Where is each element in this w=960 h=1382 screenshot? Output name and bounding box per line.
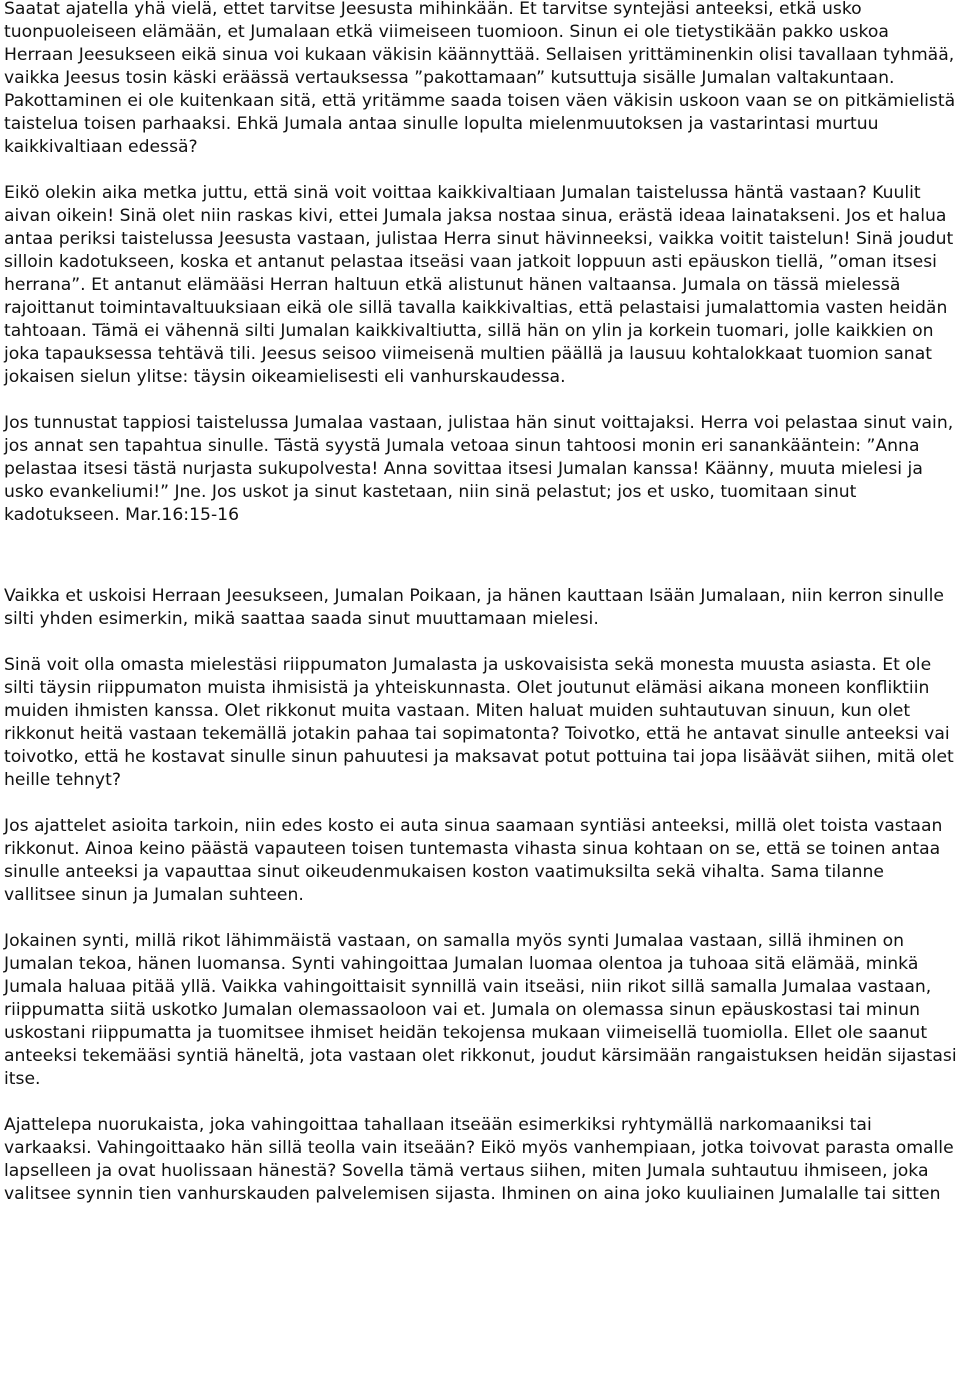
paragraph-1: Saatat ajatella yhä vielä, ettet tarvitse Jeesusta mihinkään. Et tarvitse syntejäsi anteeksi, etkä usko tuonpuoleiseen elämään, et Jumalaan etkä viimeiseen tuomioon. Sinun ei ole tietystikään pakko uskoa Herraan Jeesukseen eikä sinua voi kukaan väkisin käännyttää. Sellaisen yrittäminenkin olisi tavallaan tyhmää, vaikka Jeesus tosin käski eräässä vertauksessa ”pakottamaan” kutsuttuja sisälle Jumalan valtakuntaan. Pakottaminen ei ole kuitenkaan sitä, että yritämme saada toisen väen väkisin uskoon vaan se on pitkämielistä taistelua toisen parhaaksi. Ehkä Jumala antaa sinulle lopulta mielenmuutoksen ja vastarintasi murtuu kaikkivaltiaan edessä? xyxy=(4,0,956,157)
section-spacer xyxy=(0,527,960,585)
paragraph-2: Eikö olekin aika metka juttu, että sinä voit voittaa kaikkivaltiaan Jumalan taistelussa häntä vastaan? Kuulit aivan oikein! Sinä olet niin raskas kivi, ettei Jumala jaksa nostaa sinua, erästä ideaa lainatakseni. Jos et halua antaa periksi taistelussa Jeesusta vastaan, julistaa Herra sinut hävinneeksi, vaikka voitit taistelun! Sinä joudut silloin kadotukseen, koska et antanut pelastaa itseäsi vaan jatkoit loppuun asti epäuskon tiellä, ”oman itsesi herrana”. Et antanut elämääsi Herran haltuun etkä alistunut hänen valtaansa. Jumala on tässä mielessä rajoittanut toimintavaltuuksiaan eikä ole sillä tavalla kaikkivaltias, että pelastaisi jumalattomia vasten heidän tahtoaan. Tämä ei vähennä silti Jumalan kaikkivaltiutta, sillä hän on ylin ja korkein tuomari, jolle kaikkien on joka tapauksessa tehtävä tili. Jeesus seisoo viimeisenä multien päällä ja lausuu kohtalokkaat tuomion sanat jokaisen sielun ylitse: täysin oikeamielisesti eli vanhurskaudessa. xyxy=(4,183,954,387)
paragraph-5: Sinä voit olla omasta mielestäsi riippumaton Jumalasta ja uskovaisista sekä monesta muusta asiasta. Et ole silti täysin riippumaton muista ihmisistä ja yhteiskunnasta. Olet joutunut elämäsi aikana moneen konfliktiin muiden ihmisten kanssa. Olet rikkonut muita vastaan. Miten haluat muiden suhtautuvan sinuun, kun olet rikkonut heitä vastaan tekemällä jotakin pahaa tai sopimatonta? Toivotko, että he antavat sinulle anteeksi vai toivotko, että he kostavat sinulle sinun pahuutesi ja maksavat potut pottuina tai jopa lisäävät siihen, mitä olet heille tehnyt? xyxy=(4,655,954,790)
paragraph-7: Jokainen synti, millä rikot lähimmäistä vastaan, on samalla myös synti Jumalaa vastaan, sillä ihminen on Jumalan tekoa, hänen luomansa. Synti vahingoittaa Jumalan luomaa olentoa ja tuhoaa sitä elämää, minkä Jumala haluaa pitää yllä. Vaikka vahingoittaisit synnillä vain itseäsi, niin rikot sillä samalla Jumalaa vastaan, riippumatta siitä uskotko Jumalan olemassaoloon vai et. Jumala on olemassa sinun epäuskostasi tai minun uskostani riippumatta ja tuomitsee ihmiset heidän tekojensa mukaan viimeisellä tuomiolla. Ellet ole saanut anteeksi tekemääsi syntiä häneltä, jota vastaan olet rikkonut, joudut kärsimään rangaistuksen heidän sijastasi itse. xyxy=(4,931,957,1089)
paragraph-spacer xyxy=(0,792,960,815)
paragraph-spacer xyxy=(0,907,960,930)
paragraph-3: Jos tunnustat tappiosi taistelussa Jumalaa vastaan, julistaa hän sinut voittajaksi. Herra voi pelastaa sinut vain, jos annat sen tapahtua sinulle. Tästä syystä Jumala vetoaa sinun tahtoosi monin eri sanankääntein: ”Anna pelastaa itsesi tästä nurjasta sukupolvesta! Anna sovittaa itsesi Jumalan kanssa! Käänny, muuta mielesi ja usko evankeliumi!” Jne. Jos uskot ja sinut kastetaan, niin sinä pelastut; jos et usko, tuomitaan sinut kadotukseen. Mar.16:15-16 xyxy=(4,413,954,525)
paragraph-4: Vaikka et uskoisi Herraan Jeesukseen, Jumalan Poikaan, ja hänen kauttaan Isään Jumalaan, niin kerron sinulle silti yhden esimerkin, mikä saattaa saada sinut muuttamaan mielesi. xyxy=(4,586,944,629)
paragraph-spacer xyxy=(0,631,960,654)
paragraph-spacer xyxy=(0,389,960,412)
paragraph-spacer xyxy=(0,1091,960,1114)
paragraph-8: Ajattelepa nuorukaista, joka vahingoittaa tahallaan itseään esimerkiksi ryhtymällä narkomaaniksi tai varkaaksi. Vahingoittaako hän sillä teolla vain itseään? Eikö myös vanhempiaan, jotka toivovat parasta omalle lapselleen ja ovat huolissaan hänestä? Sovella tämä vertaus siihen, miten Jumala suhtautuu ihmiseen, joka valitsee synnin tien vanhurskauden palvelemisen sijasta. Ihminen on aina joko kuuliainen Jumalalle tai sitten xyxy=(4,1115,954,1204)
paragraph-6: Jos ajattelet asioita tarkoin, niin edes kosto ei auta sinua saamaan syntiäsi anteeksi, millä olet toista vastaan rikkonut. Ainoa keino päästä vapauteen toisen tuntemasta vihasta sinua kohtaan on se, että se toinen antaa sinulle anteeksi ja vapauttaa sinut oikeudenmukaisen koston vaatimuksilta sekä vihalta. Sama tilanne vallitsee sinun ja Jumalan suhteen. xyxy=(4,816,943,905)
paragraph-spacer xyxy=(0,159,960,182)
